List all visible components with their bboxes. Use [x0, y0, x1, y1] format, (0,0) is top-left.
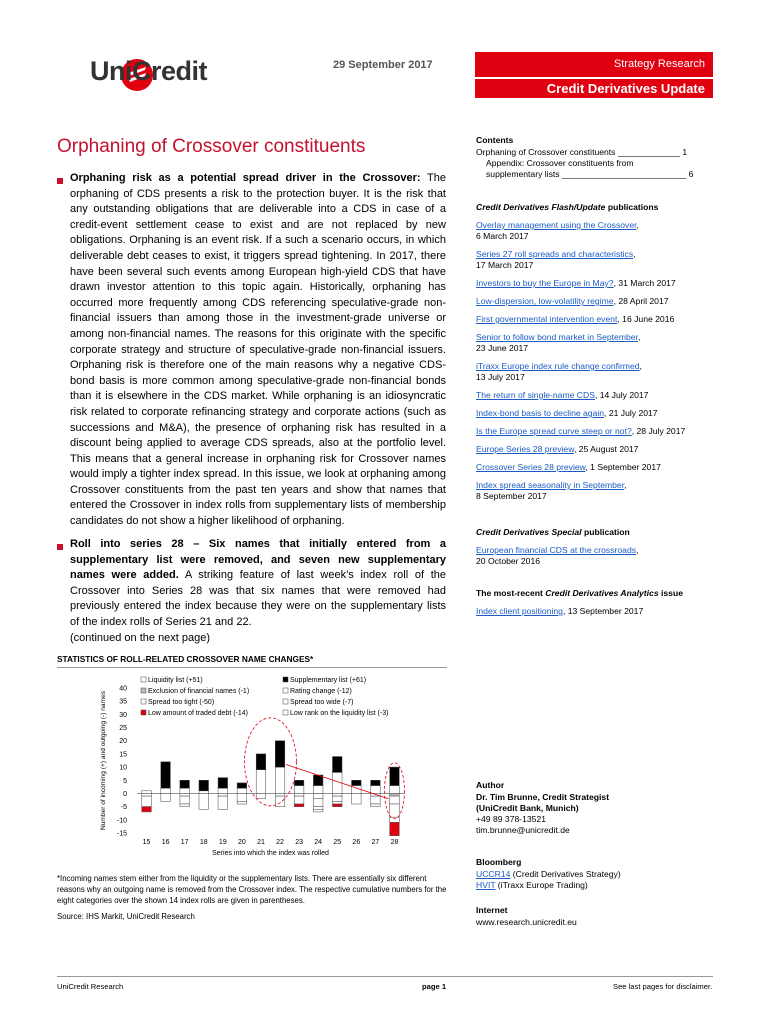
publication-link[interactable]: iTraxx Europe index rule change confirmed	[476, 361, 640, 371]
publication-link[interactable]: The return of single-name CDS	[476, 390, 595, 400]
chart-legend-label: Exclusion of financial names (-1)	[148, 688, 250, 695]
header-label-top: Strategy Research	[475, 52, 713, 77]
chart-bar-segment	[218, 793, 228, 796]
chart-ytick-label: 25	[119, 725, 127, 733]
chart-bar-segment	[390, 767, 400, 785]
chart-xtick-label: 23	[295, 839, 304, 846]
chart-bar-segment	[390, 822, 400, 835]
chart-legend-label: Liquidity list (+51)	[148, 677, 203, 684]
chart-bar-segment	[237, 788, 247, 793]
section-2-lead: Roll into series 28 – Six names that initially entered from a supplementary list were removed, and seven new supplementary names were added.	[70, 538, 446, 582]
special-heading-rest: publication	[581, 527, 630, 537]
name-changes-chart	[57, 674, 447, 864]
chart-ytick-label: 35	[119, 698, 127, 706]
chart-bar-segment	[275, 796, 285, 807]
page-title: Orphaning of Crossover constituents	[57, 136, 366, 157]
chart-bar-segment	[332, 804, 342, 807]
chart-annotation-circle	[245, 718, 297, 806]
analytics-heading-italic: Credit Derivatives Analytics	[545, 588, 659, 598]
publication-item	[476, 606, 720, 617]
publication-rest: , 21 July 2017	[604, 408, 658, 418]
publication-rest: ,	[637, 332, 641, 342]
chart-bar-segment	[371, 780, 381, 785]
chart-ytick-label: 20	[119, 738, 127, 746]
publication-date: 8 September 2017	[476, 491, 547, 501]
publication-item	[476, 361, 720, 383]
publication-date: 6 March 2017	[476, 231, 529, 241]
chart-bar-segment	[390, 804, 400, 817]
chart-bar-segment	[180, 804, 190, 807]
chart-ytick-label: 0	[123, 790, 127, 798]
author-email[interactable]: tim.brunne@unicredit.de	[476, 825, 570, 835]
publication-item	[476, 314, 720, 325]
chart-xtick-label: 19	[218, 839, 227, 846]
chart-bar-segment	[352, 793, 362, 804]
special-heading	[476, 527, 720, 538]
footer-left: UniCredit Research	[57, 982, 124, 991]
publication-rest: , 28 April 2017	[613, 296, 669, 306]
chart-title-rule	[57, 667, 447, 668]
chart-title: STATISTICS OF ROLL-RELATED CROSSOVER NAME CHANGES*	[57, 654, 314, 664]
bloomberg-line	[476, 880, 720, 891]
author-phone: +49 89 378-13521	[476, 814, 547, 824]
publication-rest: , 25 August 2017	[573, 444, 639, 454]
chart-bar-segment	[275, 767, 285, 793]
chart-bar-segment	[180, 780, 190, 788]
publication-link[interactable]: Is the Europe spread curve steep or not?	[476, 426, 632, 436]
chart-bar-segment	[142, 796, 152, 807]
chart-bar-segment	[142, 791, 152, 794]
publication-date: 13 July 2017	[476, 372, 525, 382]
publication-item	[476, 332, 720, 354]
chart-ylabel: Number of incoming (+) and outgoing (-) names	[100, 690, 107, 831]
footer-rule	[57, 976, 713, 977]
publication-link[interactable]: European financial CDS at the crossroads	[476, 545, 637, 555]
publication-item	[476, 545, 720, 567]
chart-legend-swatch	[283, 677, 288, 682]
publication-item	[476, 220, 720, 242]
chart-bar-segment	[256, 770, 266, 794]
chart-ytick-label: 10	[119, 764, 127, 772]
analytics-heading-b: issue	[658, 588, 683, 598]
chart-bar-segment	[161, 793, 171, 801]
publication-link[interactable]: Overlay management using the Crossover	[476, 220, 637, 230]
section-2-continued: (continued on the next page)	[70, 631, 211, 644]
chart-bar-segment	[371, 804, 381, 807]
chart-bar-segment	[180, 788, 190, 793]
chart-xtick-label: 26	[352, 839, 361, 846]
chart-ytick-label: -15	[116, 830, 127, 838]
publication-item	[476, 390, 720, 401]
publication-link[interactable]: Index client positioning	[476, 606, 563, 616]
chart-bar-segment	[275, 793, 285, 796]
author-label: Author	[476, 780, 505, 790]
chart-ytick-label: 40	[119, 685, 127, 693]
chart-bar-segment	[218, 778, 228, 789]
chart-bar-segment	[161, 788, 171, 793]
chart-legend-label: Low rank on the liquidity list (-3)	[290, 710, 389, 717]
chart-ytick-label: 30	[119, 711, 127, 719]
bloomberg-label: Bloomberg	[476, 857, 522, 867]
chart-bar-segment	[294, 780, 304, 785]
publication-rest: , 28 July 2017	[631, 426, 686, 436]
publication-link[interactable]: Senior to follow bond market in September	[476, 332, 638, 342]
chart-bar-segment	[313, 793, 323, 798]
publication-item	[476, 426, 720, 437]
sidebar	[476, 135, 720, 617]
chart-legend-swatch	[141, 699, 146, 704]
publication-rest: ,	[639, 361, 642, 371]
chart-bar-segment	[313, 799, 323, 807]
publication-rest: , 1 September 2017	[585, 462, 661, 472]
publication-date: 23 June 2017	[476, 343, 529, 353]
report-date: 29 September 2017	[333, 59, 433, 71]
publication-link[interactable]: Index spread seasonality in September	[476, 480, 625, 490]
chart-bar-segment	[275, 741, 285, 767]
chart-legend-label: Low amount of traded debt (-14)	[148, 710, 249, 717]
publication-item	[476, 278, 720, 289]
chart-bar-segment	[332, 796, 342, 801]
chart-bar-segment	[294, 796, 304, 804]
publication-link[interactable]: Series 27 roll spreads and characteristics	[476, 249, 634, 259]
author-name: Dr. Tim Brunne, Credit Strategist	[476, 792, 610, 802]
chart-legend-swatch	[141, 688, 146, 693]
publication-rest: ,	[633, 249, 636, 259]
chart-bar-segment	[313, 809, 323, 812]
publication-link[interactable]: First governmental intervention event	[476, 314, 618, 324]
chart-legend-swatch	[283, 710, 288, 715]
publication-link[interactable]: Investors to buy the Europe in May?	[476, 278, 614, 288]
chart-bar-segment	[390, 817, 400, 822]
chart-bar-segment	[352, 780, 362, 785]
flash-heading-rest: publications	[605, 202, 659, 212]
chart-legend-swatch	[283, 699, 288, 704]
chart-ytick-label: 5	[123, 777, 127, 785]
chart-bar-segment	[237, 801, 247, 804]
chart-bar-segment	[332, 801, 342, 804]
chart-legend-label: Rating change (-12)	[290, 688, 352, 695]
chart-xtick-label: 25	[333, 839, 342, 846]
bullet-icon	[57, 178, 63, 184]
bloomberg-rest: (Credit Derivatives Strategy)	[510, 869, 621, 879]
chart-bar-segment	[180, 796, 190, 804]
publication-item	[476, 462, 720, 473]
publication-rest: ,	[624, 480, 627, 490]
footer-disclaimer: See last pages for disclaimer.	[613, 982, 713, 991]
chart-xtick-label: 18	[199, 839, 208, 846]
publication-rest: , 14 July 2017	[594, 390, 649, 400]
publication-item	[476, 444, 720, 455]
chart-bar-segment	[390, 793, 400, 796]
chart-xtick-label: 17	[180, 839, 189, 846]
publication-item	[476, 408, 720, 419]
author-org: (UniCredit Bank, Munich)	[476, 803, 579, 813]
chart-bar-segment	[218, 796, 228, 809]
bloomberg-line	[476, 869, 720, 880]
chart-legend-label: Spread too tight (-50)	[148, 699, 215, 706]
publication-link[interactable]: Europe Series 28 preview	[476, 444, 574, 454]
chart-xtick-label: 15	[142, 839, 151, 846]
chart-bar-segment	[332, 757, 342, 773]
internet-label: Internet	[476, 905, 508, 915]
chart-ytick-label: -10	[116, 817, 127, 825]
chart-bar-segment	[313, 807, 323, 810]
chart-bar-segment	[371, 796, 381, 804]
chart-bar-segment	[199, 791, 209, 794]
bloomberg-link[interactable]: UCCR14	[476, 869, 511, 879]
publication-rest: ,	[636, 220, 639, 230]
contents-heading: Contents	[476, 135, 514, 145]
header-label-bottom: Credit Derivatives Update	[475, 79, 713, 98]
chart-bar-segment	[256, 793, 266, 798]
analytics-heading-a: The most-recent	[476, 588, 546, 598]
chart-bar-segment	[371, 786, 381, 794]
chart-xtick-label: 20	[237, 839, 246, 846]
chart-footnote: *Incoming names stem either from the liquidity or the supplementary lists. There are essentially six different reasons why an outgoing name is removed from the Crossover index. The respective cumulative numbers for the eight categories over the shown 14 index rolls are given in parentheses.	[57, 874, 447, 905]
chart-xtick-label: 16	[161, 839, 170, 846]
contents-line[interactable]: supplementary lists __________________________ 6	[486, 169, 694, 179]
chart-bar-segment	[332, 793, 342, 796]
chart-legend-swatch	[283, 688, 288, 693]
chart-legend-swatch	[141, 710, 146, 715]
publication-item	[476, 296, 720, 307]
publication-rest: , 16 June 2016	[617, 314, 675, 324]
chart-ytick-label: -5	[120, 804, 127, 812]
chart-bar-segment	[218, 788, 228, 793]
publication-link[interactable]: Index-bond basis to decline again	[476, 408, 605, 418]
publication-item	[476, 249, 720, 271]
logo-text: UniCredit	[90, 56, 207, 86]
bullet-icon	[57, 544, 63, 550]
publication-rest: , 31 March 2017	[613, 278, 676, 288]
publication-date: 20 October 2016	[476, 556, 541, 566]
section-2-body: A striking feature of last week’s index roll of the Crossover into Series 28 was that six names that were removed had previously entered the index because they were on the supplementary lists of the index rolls of Series 21 and 22.	[70, 569, 446, 628]
publication-date: 17 March 2017	[476, 260, 534, 270]
bloomberg-rest: (iTraxx Europe Trading)	[495, 880, 588, 890]
chart-xtick-label: 24	[314, 839, 323, 846]
chart-legend-swatch	[141, 677, 146, 682]
publication-link[interactable]: Low-dispersion, low-volatility regime	[476, 296, 614, 306]
chart-bar-segment	[294, 786, 304, 794]
section-1-lead: Orphaning risk as a potential spread driver in the Crossover:	[70, 172, 421, 184]
section-2	[70, 537, 446, 646]
chart-source: Source: IHS Markit, UniCredit Research	[57, 912, 195, 921]
chart-bar-segment	[313, 786, 323, 794]
chart-bar-segment	[237, 793, 247, 801]
publication-rest: , 13 September 2017	[562, 606, 644, 616]
chart-legend-label: Supplementary list (+61)	[290, 677, 367, 684]
chart-xtick-label: 27	[371, 839, 380, 846]
chart-bar-segment	[294, 804, 304, 807]
chart-bar-segment	[142, 793, 152, 796]
internet-url[interactable]: www.research.unicredit.eu	[476, 917, 577, 927]
chart-bar-segment	[199, 793, 209, 809]
chart-xtick-label: 21	[257, 839, 265, 846]
author-box	[476, 780, 720, 928]
chart-legend-label: Spread too wide (-7)	[290, 699, 354, 706]
flash-heading-italic: Credit Derivatives Flash/Update	[476, 202, 606, 212]
analytics-heading	[476, 588, 720, 599]
chart-bar-segment	[390, 786, 400, 794]
chart-xtick-label: 22	[276, 839, 284, 846]
chart-ytick-label: 15	[119, 751, 127, 759]
chart-bar-segment	[142, 807, 152, 812]
section-1	[70, 171, 446, 530]
section-1-body: The orphaning of CDS presents a risk to the protection buyer. It is the risk that any outstanding obligations that are deliverable into a CDS in case of a credit-event settlement cease to exist and are not replaced by new obligations. Orphaning is an event risk. If a such a scenario occurs, in which deliverable debt ceases to exist, it triggers spread tightening. In 2017, there have been several such events among European high-yield CDS that have drawn investor attention to this topic again. Historically, orphaning has occurred more frequently among CDS referencing speculative-grade non-financial issuers than among those in the investment-grade universe or among non-financial names. The reasons for this originate with the specific corporate strategy and structure of speculative-grade non-financial issuers. Orphaning risk is therefore one of the main reasons why a negative CDS-bond basis is more common among speculative-grade non-financial bonds than it is elsewhere in the CDS market. While orphaning is an idiosyncratic risk related to corporate refinancing strategy and corporate actions (such as successions and M&A), the presence of orphaning risk has resulted in a discount being applied to average CDS spreads, also at the portfolio level. This means that a general increase in orphaning risk for Crossover names would imply a tighter index spread. In this issue, we look at orphaning among Crossover constituents from the past ten years and show that names that entered the Crossover in index rolls from supplementary lists of membership candidates do not show a higher likelihood of orphaning.	[70, 172, 447, 528]
chart-bar-segment	[161, 762, 171, 788]
contents-line[interactable]: Appendix: Crossover constituents from	[486, 158, 634, 168]
publication-link[interactable]: Crossover Series 28 preview	[476, 462, 586, 472]
chart-xlabel: Series into which the index was rolled	[212, 850, 329, 857]
chart-bar-segment	[180, 793, 190, 796]
special-heading-italic: Credit Derivatives Special	[476, 527, 582, 537]
chart-bar-segment	[237, 783, 247, 788]
publication-item	[476, 480, 720, 502]
publication-list	[476, 220, 720, 502]
flash-heading	[476, 202, 720, 213]
chart-bar-segment	[199, 780, 209, 791]
bloomberg-link[interactable]: HVIT	[476, 880, 496, 890]
chart-bar-segment	[390, 796, 400, 804]
contents-line[interactable]: Orphaning of Crossover constituents _____________ 1	[476, 147, 688, 157]
chart-xtick-label: 28	[390, 839, 399, 846]
footer-page-number: page 1	[422, 982, 447, 991]
chart-bar-segment	[294, 793, 304, 796]
chart-bar-segment	[256, 754, 266, 770]
publication-rest: ,	[636, 545, 639, 555]
